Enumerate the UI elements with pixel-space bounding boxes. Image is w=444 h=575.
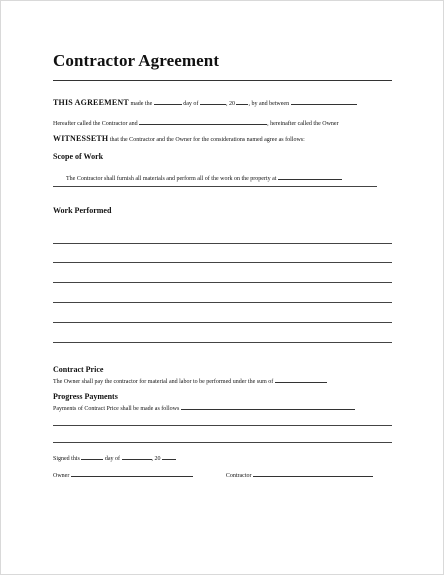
witnesseth-text: that the Contractor and the Owner for the considerations named agree as follows:	[109, 137, 305, 143]
scope-heading: Scope of Work	[53, 152, 104, 161]
agreement-month-blank[interactable]	[200, 98, 226, 105]
agreement-made-the: made the	[130, 101, 153, 107]
agreement-lead: THIS AGREEMENT	[53, 98, 129, 107]
agreement-year-blank[interactable]	[236, 98, 248, 105]
signature-line	[53, 470, 392, 480]
agreement-day-of: day of	[183, 101, 199, 107]
progress-payments-text: Payments of Contract Price shall be made as follows	[53, 406, 180, 412]
witnesseth-lead: WITNESSETH	[53, 134, 109, 143]
agreement-party-blank[interactable]	[291, 98, 357, 105]
agreement-year-prefix: , 20	[225, 101, 235, 107]
owner-label: Owner	[53, 473, 70, 479]
title-divider	[53, 80, 392, 81]
work-line[interactable]	[53, 243, 392, 244]
scope-text: The Contractor shall furnish all materials and perform all of the work on the property at	[66, 176, 277, 182]
work-line[interactable]	[53, 342, 392, 343]
scope-continuation-line[interactable]	[53, 186, 377, 187]
agreement-day-blank[interactable]	[154, 98, 182, 105]
hereafter-suffix: , hereinafter called the Owner	[267, 121, 339, 127]
work-line[interactable]	[53, 282, 392, 283]
contract-price-line	[53, 376, 392, 386]
progress-payments-line	[53, 403, 392, 413]
contract-price-text: The Owner shall pay the contractor for material and labor to be performed under the sum of	[53, 379, 274, 385]
document-title: Contractor Agreement	[53, 51, 220, 70]
signed-year-blank[interactable]	[162, 453, 176, 460]
scope-line	[53, 173, 392, 183]
progress-payments-blank[interactable]	[181, 403, 355, 410]
signed-prefix: Signed this	[53, 456, 80, 462]
contract-price-sum-blank[interactable]	[275, 376, 327, 383]
scope-property-blank[interactable]	[278, 173, 342, 180]
hereafter-prefix: Hereafter called the Contractor and	[53, 121, 138, 127]
contractor-signature-blank[interactable]	[253, 470, 373, 477]
hereafter-owner-blank[interactable]	[139, 118, 267, 125]
payment-line[interactable]	[53, 442, 392, 443]
owner-signature-blank[interactable]	[71, 470, 193, 477]
work-line[interactable]	[53, 322, 392, 323]
work-line[interactable]	[53, 262, 392, 263]
work-performed-heading: Work Performed	[53, 206, 112, 215]
hereafter-line	[53, 118, 392, 128]
signed-day-of: day of	[104, 456, 121, 462]
agreement-line	[53, 98, 392, 108]
signed-month-blank[interactable]	[122, 453, 152, 460]
signed-day-blank[interactable]	[81, 453, 103, 460]
signed-year-prefix: , 20	[151, 456, 161, 462]
signed-line	[53, 453, 392, 463]
witnesseth-line	[53, 135, 392, 144]
progress-payments-heading: Progress Payments	[53, 392, 118, 401]
contract-price-heading: Contract Price	[53, 365, 104, 374]
agreement-by-and-between: , by and between	[248, 101, 290, 107]
payment-line[interactable]	[53, 425, 392, 426]
work-line[interactable]	[53, 302, 392, 303]
contractor-label: Contractor	[225, 473, 252, 479]
